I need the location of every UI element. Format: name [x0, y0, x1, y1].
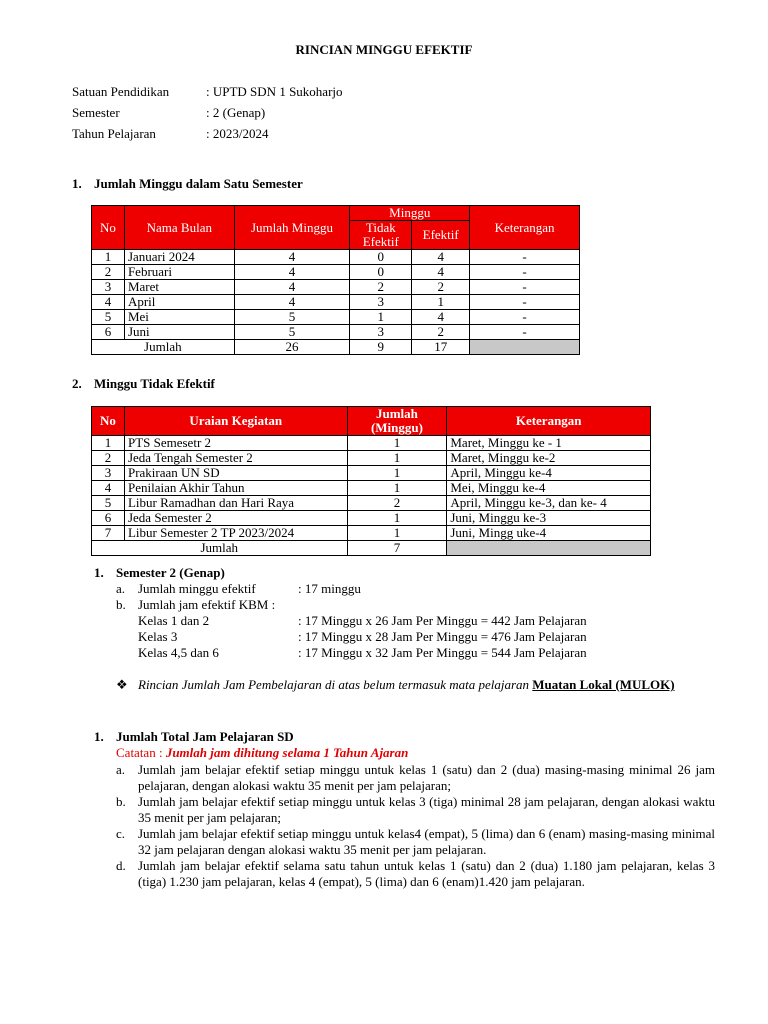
table-minggu-tidak-efektif — [91, 406, 651, 556]
cell-uraian: PTS Semesetr 2 — [124, 436, 347, 451]
cell-ket: - — [470, 325, 580, 340]
table-row — [92, 310, 580, 325]
header-uraian: Uraian Kegiatan — [124, 407, 347, 436]
cell-jumlah: 4 — [234, 250, 350, 265]
page-title: RINCIAN MINGGU EFEKTIF — [295, 42, 473, 57]
cell-jumlah: 1 — [347, 481, 447, 496]
info-row-satuan — [72, 84, 343, 100]
table-row — [92, 325, 580, 340]
total-jam-item-b: Jumlah jam belajar efektif setiap minggu untuk kelas 3 (tiga) minimal 28 jam pelajaran, dengan alokasi waktu 35 menit per jam pelajaran; — [138, 794, 715, 825]
kelas-value: : 17 Minggu x 32 Jam Per Minggu = 544 Jam Pelajaran — [298, 645, 587, 660]
header-jumlah: Jumlah (Minggu) — [347, 407, 447, 436]
cell-jumlah: 1 — [347, 436, 447, 451]
table-total-row — [92, 340, 580, 355]
cell-no: 5 — [92, 496, 125, 511]
cell-ket: - — [470, 310, 580, 325]
diamond-bullet-icon: ❖ — [116, 677, 128, 692]
table-row — [92, 436, 651, 451]
header-no: No — [92, 407, 125, 436]
cell-efektif: 4 — [412, 265, 470, 280]
table-row — [92, 451, 651, 466]
table-total-row — [92, 541, 651, 556]
semester-item-b — [116, 597, 275, 613]
cell-no: 6 — [92, 511, 125, 526]
cell-efektif: 4 — [412, 250, 470, 265]
total-tidak: 9 — [350, 340, 412, 355]
table-row — [92, 466, 651, 481]
table-row — [92, 295, 580, 310]
cell-jumlah: 5 — [234, 325, 350, 340]
cell-efektif: 2 — [412, 325, 470, 340]
cell-uraian: Penilaian Akhir Tahun — [124, 481, 347, 496]
cell-tidak: 3 — [350, 325, 412, 340]
cell-no: 7 — [92, 526, 125, 541]
info-value: : 2023/2024 — [206, 126, 269, 141]
info-value: : 2 (Genap) — [206, 105, 266, 120]
semester-item-a — [116, 581, 361, 597]
cell-no: 6 — [92, 325, 125, 340]
section-number: 1. — [72, 176, 82, 191]
cell-efektif: 2 — [412, 280, 470, 295]
section-title: Semester 2 (Genap) — [116, 565, 225, 580]
cell-jumlah: 1 — [347, 466, 447, 481]
cell-bulan: Mei — [124, 310, 234, 325]
cell-bulan: Januari 2024 — [124, 250, 234, 265]
table-jumlah-minggu — [91, 205, 580, 355]
section-1-heading — [72, 176, 303, 192]
header-keterangan: Keterangan — [470, 206, 580, 250]
header-keterangan: Keterangan — [447, 407, 651, 436]
cell-bulan: April — [124, 295, 234, 310]
item-letter: c. — [116, 826, 126, 841]
cell-no: 2 — [92, 451, 125, 466]
cell-uraian: Jeda Tengah Semester 2 — [124, 451, 347, 466]
total-jam-item-d: Jumlah jam belajar efektif selama satu tahun untuk kelas 1 (satu) dan 2 (dua) 1.180 jam pelajaran, kelas 3 (tiga) 1.230 jam pelajaran, kelas 4 (empat), 5 (lima) dan 6 (enam)1.420 jam pelajaran. — [138, 858, 715, 889]
kelas-value: : 17 Minggu x 28 Jam Per Minggu = 476 Jam Pelajaran — [298, 629, 587, 644]
cell-no: 4 — [92, 295, 125, 310]
section-title: Jumlah Total Jam Pelajaran SD — [116, 729, 294, 744]
cell-efektif: 1 — [412, 295, 470, 310]
cell-ket: Juni, Mingg uke-4 — [447, 526, 651, 541]
cell-jumlah: 1 — [347, 451, 447, 466]
cell-ket: - — [470, 295, 580, 310]
cell-jumlah: 4 — [234, 280, 350, 295]
table-row — [92, 265, 580, 280]
total-jam-item-c: Jumlah jam belajar efektif setiap minggu untuk kelas4 (empat), 5 (lima) dan 6 (enam) masing-masing minimal 32 jam pelajaran dengan alokasi waktu 35 menit per jam pelajaran. — [138, 826, 715, 857]
cell-bulan: Juni — [124, 325, 234, 340]
cell-no: 5 — [92, 310, 125, 325]
cell-jumlah: 2 — [347, 496, 447, 511]
cell-tidak: 3 — [350, 295, 412, 310]
table-row — [92, 250, 580, 265]
section-title: Minggu Tidak Efektif — [94, 376, 215, 391]
table-row — [92, 526, 651, 541]
item-letter: d. — [116, 858, 126, 873]
catatan-line — [116, 745, 408, 761]
cell-bulan: Maret — [124, 280, 234, 295]
total-jam-heading — [94, 729, 294, 745]
info-label: Semester — [72, 105, 120, 120]
info-row-tahun — [72, 126, 268, 142]
info-label: Satuan Pendidikan — [72, 84, 170, 99]
total-ket-shaded — [470, 340, 580, 355]
item-letter: a. — [116, 581, 126, 596]
kelas-value: : 17 Minggu x 26 Jam Per Minggu = 442 Jam Pelajaran — [298, 613, 587, 628]
section-number: 1. — [94, 565, 104, 580]
header-nama-bulan: Nama Bulan — [124, 206, 234, 250]
cell-jumlah: 1 — [347, 511, 447, 526]
cell-jumlah: 1 — [347, 526, 447, 541]
item-letter: b. — [116, 794, 126, 809]
cell-jumlah: 4 — [234, 265, 350, 280]
cell-tidak: 0 — [350, 265, 412, 280]
item-letter: a. — [116, 762, 126, 777]
cell-no: 3 — [92, 280, 125, 295]
total-jumlah: 7 — [347, 541, 447, 556]
catatan-label: Catatan : — [116, 745, 163, 760]
cell-ket: - — [470, 280, 580, 295]
info-value: : UPTD SDN 1 Sukoharjo — [206, 84, 343, 99]
cell-jumlah: 4 — [234, 295, 350, 310]
header-minggu: Minggu — [350, 206, 470, 221]
header-tidak-efektif: Tidak Efektif — [350, 221, 412, 250]
kelas-row — [138, 613, 587, 629]
total-ket-shaded — [447, 541, 651, 556]
cell-uraian: Prakiraan UN SD — [124, 466, 347, 481]
note-emphasis: Muatan Lokal (MULOK) — [532, 677, 675, 692]
cell-ket: Maret, Minggu ke - 1 — [447, 436, 651, 451]
cell-no: 1 — [92, 436, 125, 451]
cell-ket: Juni, Minggu ke-3 — [447, 511, 651, 526]
info-label: Tahun Pelajaran — [72, 126, 156, 141]
total-efektif: 17 — [412, 340, 470, 355]
cell-ket: - — [470, 265, 580, 280]
total-label: Jumlah — [92, 340, 235, 355]
cell-bulan: Februari — [124, 265, 234, 280]
header-no: No — [92, 206, 125, 250]
catatan-text: Jumlah jam dihitung selama 1 Tahun Ajaran — [165, 745, 409, 760]
cell-no: 4 — [92, 481, 125, 496]
kelas-row — [138, 629, 587, 645]
note-body: Rincian Jumlah Jam Pembelajaran di atas belum termasuk mata pelajaran — [138, 677, 530, 692]
kelas-label: Kelas 1 dan 2 — [138, 613, 210, 628]
kelas-label: Kelas 3 — [138, 629, 178, 644]
item-label: Jumlah jam efektif KBM : — [138, 597, 276, 612]
item-letter: b. — [116, 597, 126, 612]
note-text — [138, 677, 715, 693]
cell-tidak: 1 — [350, 310, 412, 325]
table-row — [92, 511, 651, 526]
section-2-heading — [72, 376, 215, 392]
table-row — [92, 496, 651, 511]
cell-uraian: Libur Ramadhan dan Hari Raya — [124, 496, 347, 511]
cell-jumlah: 5 — [234, 310, 350, 325]
cell-ket: Maret, Minggu ke-2 — [447, 451, 651, 466]
cell-efektif: 4 — [412, 310, 470, 325]
cell-ket: April, Minggu ke-3, dan ke- 4 — [447, 496, 651, 511]
cell-ket: April, Minggu ke-4 — [447, 466, 651, 481]
cell-no: 1 — [92, 250, 125, 265]
cell-tidak: 0 — [350, 250, 412, 265]
header-jumlah-minggu: Jumlah Minggu — [234, 206, 350, 250]
cell-ket: - — [470, 250, 580, 265]
semester-heading — [94, 565, 225, 581]
cell-no: 3 — [92, 466, 125, 481]
section-title: Jumlah Minggu dalam Satu Semester — [94, 176, 303, 191]
section-number: 2. — [72, 376, 82, 391]
total-jam-item-a: Jumlah jam belajar efektif setiap minggu untuk kelas 1 (satu) dan 2 (dua) masing-masing minimal 26 jam pelajaran, dengan alokasi waktu 35 menit per jam pelajaran; — [138, 762, 715, 793]
header-efektif: Efektif — [412, 221, 470, 250]
item-value: : 17 minggu — [298, 581, 361, 596]
cell-no: 2 — [92, 265, 125, 280]
cell-ket: Mei, Minggu ke-4 — [447, 481, 651, 496]
table-row — [92, 481, 651, 496]
total-jumlah: 26 — [234, 340, 350, 355]
kelas-label: Kelas 4,5 dan 6 — [138, 645, 219, 660]
info-row-semester — [72, 105, 265, 121]
table-row — [92, 280, 580, 295]
total-label: Jumlah — [92, 541, 348, 556]
cell-uraian: Jeda Semester 2 — [124, 511, 347, 526]
item-label: Jumlah minggu efektif — [138, 581, 256, 596]
kelas-row — [138, 645, 587, 661]
cell-uraian: Libur Semester 2 TP 2023/2024 — [124, 526, 347, 541]
section-number: 1. — [94, 729, 104, 744]
cell-tidak: 2 — [350, 280, 412, 295]
